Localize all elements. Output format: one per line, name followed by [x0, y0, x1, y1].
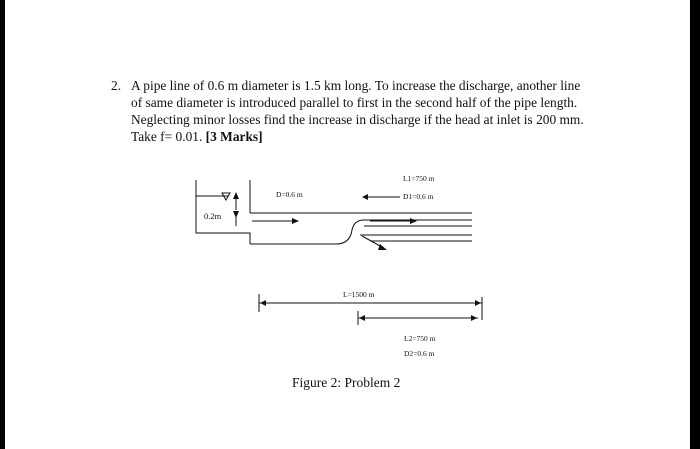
l2-label: L2=750 m — [404, 334, 436, 343]
d1-arrow-head-icon — [362, 194, 368, 200]
problem-line-2: of same diameter is introduced parallel to first in the second half of the pipe length. — [131, 95, 578, 110]
problem-number: 2. — [111, 78, 122, 93]
marks-label: [3 Marks] — [205, 129, 263, 144]
pipe-branch-curve — [336, 220, 364, 244]
flow-arrow-head-1-icon — [292, 218, 299, 224]
problem-line-1: A pipe line of 0.6 m diameter is 1.5 km long. To increase the discharge, another line — [131, 78, 581, 93]
main-diameter-label: D=0.6 m — [276, 190, 303, 199]
figure-caption: Figure 2: Problem 2 — [292, 375, 401, 390]
l1-label: L1=750 m — [403, 174, 435, 183]
problem-line-4-text: Take f= 0.01. — [131, 129, 206, 144]
head-arrow-down-icon — [233, 211, 239, 218]
head-label: 0.2m — [204, 211, 222, 221]
total-length-label: L=1500 m — [343, 290, 375, 299]
flow-arrow-head-2-icon — [410, 218, 417, 224]
length-right-arrow-icon — [475, 300, 481, 306]
d2-label: D2=0.6 m — [404, 349, 435, 358]
length-left-arrow-icon — [260, 300, 266, 306]
l2-right-arrow-icon — [471, 315, 477, 321]
d1-label: D1=0.6 m — [403, 192, 434, 201]
flow-arrow-head-branch-icon — [378, 244, 387, 250]
head-arrow-up-icon — [233, 192, 239, 199]
l2-left-arrow-icon — [359, 315, 365, 321]
problem-line-3: Neglecting minor losses find the increase in discharge if the head at inlet is 200 mm. — [131, 112, 584, 127]
